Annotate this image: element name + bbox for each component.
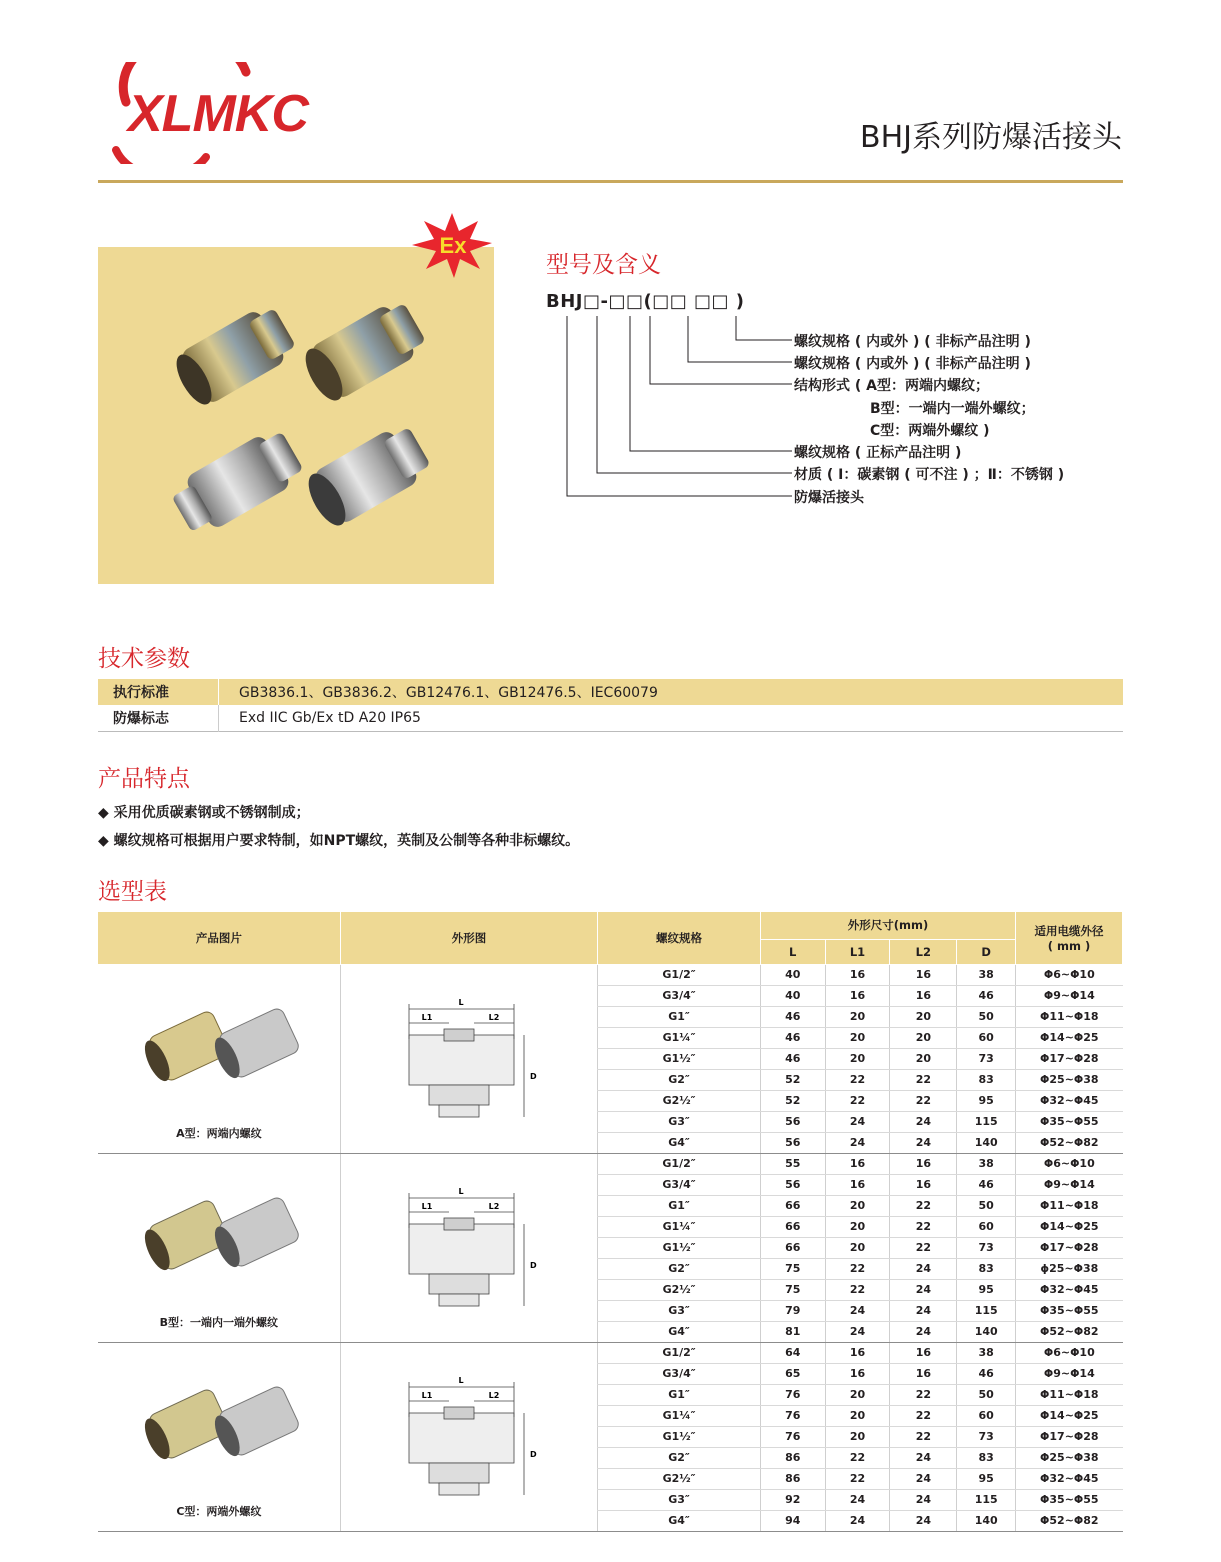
cell-D: 115 xyxy=(957,1300,1016,1321)
cell-cable: Φ9~Φ14 xyxy=(1016,1363,1123,1384)
cell-L2: 22 xyxy=(890,1426,957,1447)
col-thread: 螺纹规格 xyxy=(598,912,761,964)
cell-L1: 16 xyxy=(825,1174,890,1195)
selection-section-title: 选型表 xyxy=(98,879,167,905)
cell-L: 56 xyxy=(760,1132,825,1153)
cell-L: 46 xyxy=(760,1006,825,1027)
dim-L: L xyxy=(458,1375,464,1385)
dim-L2: L2 xyxy=(488,1390,500,1400)
cell-thread: G3″ xyxy=(598,1111,761,1132)
cell-L2: 22 xyxy=(890,1069,957,1090)
cell-L2: 24 xyxy=(890,1258,957,1279)
cell-L2: 24 xyxy=(890,1321,957,1342)
dim-L2: L2 xyxy=(488,1012,500,1022)
outline-drawing xyxy=(399,1178,539,1318)
cell-thread: G1½″ xyxy=(598,1426,761,1447)
cell-cable: Φ35~Φ55 xyxy=(1016,1300,1123,1321)
cell-L2: 20 xyxy=(890,1027,957,1048)
cell-L2: 16 xyxy=(890,964,957,985)
tech-row xyxy=(98,679,1123,705)
cell-L: 40 xyxy=(760,964,825,985)
group-drawing-cell xyxy=(340,1153,598,1342)
cell-L1: 16 xyxy=(825,1342,890,1363)
cell-D: 83 xyxy=(957,1447,1016,1468)
cell-D: 140 xyxy=(957,1321,1016,1342)
cell-L: 81 xyxy=(760,1321,825,1342)
cell-L2: 16 xyxy=(890,1153,957,1174)
cell-L2: 24 xyxy=(890,1489,957,1510)
cell-L1: 16 xyxy=(825,964,890,985)
cell-L: 76 xyxy=(760,1426,825,1447)
cell-cable: Φ35~Φ55 xyxy=(1016,1111,1123,1132)
model-line-5: C型：两端外螺纹 ) xyxy=(870,423,990,439)
col-dims: 外形尺寸(mm) xyxy=(760,912,1015,939)
col-cable xyxy=(1016,912,1123,964)
cell-D: 50 xyxy=(957,1195,1016,1216)
cell-cable: Φ17~Φ28 xyxy=(1016,1426,1123,1447)
header-divider xyxy=(98,180,1123,183)
model-line-1: 螺纹规格 ( 内或外 ) ( 非标产品注明 ) xyxy=(794,334,1031,350)
cell-L: 55 xyxy=(760,1153,825,1174)
cell-L2: 22 xyxy=(890,1405,957,1426)
cell-D: 60 xyxy=(957,1027,1016,1048)
group-photo-cell xyxy=(98,1153,340,1342)
cell-L1: 24 xyxy=(825,1489,890,1510)
tech-key: 执行标准 xyxy=(113,685,169,701)
cell-cable: Φ17~Φ28 xyxy=(1016,1237,1123,1258)
cell-L: 52 xyxy=(760,1090,825,1111)
dim-L1: L1 xyxy=(421,1390,433,1400)
cell-L2: 16 xyxy=(890,985,957,1006)
cell-L2: 24 xyxy=(890,1300,957,1321)
cell-thread: G3/4″ xyxy=(598,1174,761,1195)
cell-L1: 22 xyxy=(825,1447,890,1468)
cell-L1: 20 xyxy=(825,1195,890,1216)
cell-L2: 22 xyxy=(890,1216,957,1237)
cell-L1: 16 xyxy=(825,1363,890,1384)
col-cable-line1: 适用电缆外径 xyxy=(1034,923,1104,938)
cell-L1: 20 xyxy=(825,1006,890,1027)
cell-D: 38 xyxy=(957,964,1016,985)
cell-thread: G3/4″ xyxy=(598,985,761,1006)
cell-thread: G3″ xyxy=(598,1300,761,1321)
cell-D: 83 xyxy=(957,1069,1016,1090)
cell-cable: Φ25~Φ38 xyxy=(1016,1069,1123,1090)
cell-L: 52 xyxy=(760,1069,825,1090)
cell-L: 86 xyxy=(760,1468,825,1489)
cell-L1: 24 xyxy=(825,1510,890,1531)
cell-L: 56 xyxy=(760,1111,825,1132)
cell-cable: Φ14~Φ25 xyxy=(1016,1027,1123,1048)
cell-cable: Φ25~Φ38 xyxy=(1016,1447,1123,1468)
cell-L: 46 xyxy=(760,1048,825,1069)
cell-L1: 20 xyxy=(825,1027,890,1048)
outline-drawing xyxy=(399,1367,539,1507)
model-line-6: 螺纹规格 ( 正标产品注明 ) xyxy=(794,445,962,461)
cell-cable: Φ14~Φ25 xyxy=(1016,1405,1123,1426)
selection-row xyxy=(98,1153,1123,1174)
col-L2: L2 xyxy=(890,939,957,964)
cell-L1: 20 xyxy=(825,1384,890,1405)
cell-thread: G1″ xyxy=(598,1195,761,1216)
tech-value: Exd IIC Gb/Ex tD A20 IP65 xyxy=(219,705,1124,732)
cell-L2: 22 xyxy=(890,1195,957,1216)
cell-L: 76 xyxy=(760,1384,825,1405)
cell-D: 95 xyxy=(957,1090,1016,1111)
cell-thread: G1/2″ xyxy=(598,964,761,985)
cell-cable: Φ52~Φ82 xyxy=(1016,1510,1123,1531)
cell-L: 86 xyxy=(760,1447,825,1468)
model-line-4: B型：一端内一端外螺纹； xyxy=(870,401,1035,417)
cell-L1: 20 xyxy=(825,1405,890,1426)
logo-wordmark: XLMKC xyxy=(128,85,308,143)
cell-L: 66 xyxy=(760,1216,825,1237)
dim-L: L xyxy=(458,1186,464,1196)
group-drawing-cell xyxy=(340,964,598,1153)
model-line-3: 结构形式 ( A型：两端内螺纹； xyxy=(794,378,989,394)
product-photo xyxy=(98,247,494,584)
cell-thread: G2½″ xyxy=(598,1090,761,1111)
cell-thread: G1½″ xyxy=(598,1237,761,1258)
cell-thread: G2½″ xyxy=(598,1468,761,1489)
cell-D: 115 xyxy=(957,1111,1016,1132)
cell-cable: Φ6~Φ10 xyxy=(1016,1342,1123,1363)
cell-L: 65 xyxy=(760,1363,825,1384)
model-line-2: 螺纹规格 ( 内或外 ) ( 非标产品注明 ) xyxy=(794,356,1031,372)
cell-thread: G1/2″ xyxy=(598,1342,761,1363)
cell-thread: G1¼″ xyxy=(598,1027,761,1048)
cell-cable: Φ9~Φ14 xyxy=(1016,985,1123,1006)
cell-L: 46 xyxy=(760,1027,825,1048)
cell-thread: G1″ xyxy=(598,1006,761,1027)
dim-D: D xyxy=(530,1260,537,1270)
cell-L2: 16 xyxy=(890,1342,957,1363)
cell-D: 140 xyxy=(957,1510,1016,1531)
cell-cable: Φ32~Φ45 xyxy=(1016,1090,1123,1111)
tech-section-title: 技术参数 xyxy=(98,646,190,672)
cell-thread: G2″ xyxy=(598,1069,761,1090)
group-caption: A型：两端内螺纹 xyxy=(176,1126,262,1140)
cell-L1: 24 xyxy=(825,1321,890,1342)
group-photo-cell xyxy=(98,964,340,1153)
cell-L2: 24 xyxy=(890,1111,957,1132)
cell-L: 66 xyxy=(760,1195,825,1216)
cell-cable: Φ52~Φ82 xyxy=(1016,1321,1123,1342)
ex-badge-text: Ex xyxy=(439,233,467,258)
cell-D: 46 xyxy=(957,1174,1016,1195)
cell-L: 66 xyxy=(760,1237,825,1258)
tech-key: 防爆标志 xyxy=(113,711,169,727)
cell-L: 79 xyxy=(760,1300,825,1321)
product-thumb xyxy=(134,1180,304,1290)
cell-D: 50 xyxy=(957,1384,1016,1405)
dim-L2: L2 xyxy=(488,1201,500,1211)
cell-cable: Φ11~Φ18 xyxy=(1016,1384,1123,1405)
cell-L1: 22 xyxy=(825,1258,890,1279)
cell-D: 38 xyxy=(957,1153,1016,1174)
selection-table xyxy=(98,912,1123,1532)
cell-D: 50 xyxy=(957,1006,1016,1027)
cell-cable: Φ17~Φ28 xyxy=(1016,1048,1123,1069)
cell-D: 46 xyxy=(957,1363,1016,1384)
cell-thread: G1/2″ xyxy=(598,1153,761,1174)
cell-cable: Φ9~Φ14 xyxy=(1016,1174,1123,1195)
cell-L2: 16 xyxy=(890,1174,957,1195)
group-photo-cell xyxy=(98,1342,340,1531)
cell-L1: 22 xyxy=(825,1069,890,1090)
selection-row xyxy=(98,1342,1123,1363)
cell-cable: Φ11~Φ18 xyxy=(1016,1006,1123,1027)
product-thumb xyxy=(134,991,304,1101)
cell-cable: ϕ25~Φ38 xyxy=(1016,1258,1123,1279)
col-L: L xyxy=(760,939,825,964)
cell-D: 60 xyxy=(957,1405,1016,1426)
cell-cable: Φ32~Φ45 xyxy=(1016,1468,1123,1489)
dim-D: D xyxy=(530,1449,537,1459)
selection-row xyxy=(98,964,1123,985)
cell-L1: 20 xyxy=(825,1237,890,1258)
cell-L2: 20 xyxy=(890,1048,957,1069)
col-L1: L1 xyxy=(825,939,890,964)
cell-cable: Φ35~Φ55 xyxy=(1016,1489,1123,1510)
tech-row xyxy=(98,705,1123,732)
dim-L1: L1 xyxy=(421,1201,433,1211)
cell-cable: Φ6~Φ10 xyxy=(1016,964,1123,985)
product-thumb xyxy=(134,1369,304,1479)
cell-L1: 22 xyxy=(825,1468,890,1489)
cell-L: 76 xyxy=(760,1405,825,1426)
model-section-title: 型号及含义 xyxy=(546,252,661,278)
feature-item: ◆ 采用优质碳素钢或不锈钢制成； xyxy=(98,805,310,821)
cell-L: 64 xyxy=(760,1342,825,1363)
model-line-8: 防爆活接头 xyxy=(794,490,864,506)
cell-thread: G1¼″ xyxy=(598,1216,761,1237)
cell-L: 40 xyxy=(760,985,825,1006)
cell-D: 46 xyxy=(957,985,1016,1006)
cell-thread: G1¼″ xyxy=(598,1405,761,1426)
cell-thread: G3/4″ xyxy=(598,1363,761,1384)
cell-L2: 22 xyxy=(890,1384,957,1405)
cell-D: 73 xyxy=(957,1237,1016,1258)
col-photo: 产品图片 xyxy=(98,912,340,964)
cell-L: 75 xyxy=(760,1258,825,1279)
cell-cable: Φ52~Φ82 xyxy=(1016,1132,1123,1153)
dim-D: D xyxy=(530,1071,537,1081)
group-caption: C型：两端外螺纹 xyxy=(176,1504,262,1518)
cell-D: 38 xyxy=(957,1342,1016,1363)
cell-L2: 22 xyxy=(890,1090,957,1111)
cell-L1: 16 xyxy=(825,985,890,1006)
cell-L1: 24 xyxy=(825,1300,890,1321)
cell-L1: 20 xyxy=(825,1216,890,1237)
cell-L1: 20 xyxy=(825,1048,890,1069)
cell-D: 60 xyxy=(957,1216,1016,1237)
group-caption: B型：一端内一端外螺纹 xyxy=(159,1315,279,1329)
cell-thread: G2″ xyxy=(598,1447,761,1468)
cell-L2: 22 xyxy=(890,1237,957,1258)
cell-D: 95 xyxy=(957,1279,1016,1300)
cell-thread: G4″ xyxy=(598,1510,761,1531)
cell-L: 92 xyxy=(760,1489,825,1510)
tech-value: GB3836.1、GB3836.2、GB12476.1、GB12476.5、IEC60079 xyxy=(219,679,1124,705)
cell-L2: 24 xyxy=(890,1132,957,1153)
fittings-illustration xyxy=(98,247,494,584)
cell-L1: 22 xyxy=(825,1279,890,1300)
cell-D: 95 xyxy=(957,1468,1016,1489)
cell-L2: 24 xyxy=(890,1447,957,1468)
dim-L1: L1 xyxy=(421,1012,433,1022)
cell-D: 73 xyxy=(957,1048,1016,1069)
cell-L1: 16 xyxy=(825,1153,890,1174)
ex-starburst-icon xyxy=(412,213,492,278)
group-drawing-cell xyxy=(340,1342,598,1531)
cell-D: 83 xyxy=(957,1258,1016,1279)
cell-L1: 22 xyxy=(825,1090,890,1111)
cell-cable: Φ14~Φ25 xyxy=(1016,1216,1123,1237)
cell-L2: 24 xyxy=(890,1279,957,1300)
cell-cable: Φ6~Φ10 xyxy=(1016,1153,1123,1174)
cell-thread: G4″ xyxy=(598,1132,761,1153)
cell-thread: G1½″ xyxy=(598,1048,761,1069)
cell-L2: 16 xyxy=(890,1363,957,1384)
page-title: BHJ系列防爆活接头 xyxy=(860,120,1122,155)
model-line-7: 材质 ( Ⅰ：碳素钢 ( 可不注 ) ；Ⅱ：不锈钢 ) xyxy=(794,467,1065,483)
cell-L2: 20 xyxy=(890,1006,957,1027)
cell-L: 94 xyxy=(760,1510,825,1531)
cell-L: 56 xyxy=(760,1174,825,1195)
cell-L1: 24 xyxy=(825,1132,890,1153)
cell-cable: Φ32~Φ45 xyxy=(1016,1279,1123,1300)
cell-thread: G2½″ xyxy=(598,1279,761,1300)
cell-thread: G2″ xyxy=(598,1258,761,1279)
tech-table xyxy=(98,679,1123,732)
col-cable-line2: ( mm ) xyxy=(1047,938,1091,953)
cell-D: 140 xyxy=(957,1132,1016,1153)
feature-item: ◆ 螺纹规格可根据用户要求特制，如NPT螺纹，英制及公制等各种非标螺纹。 xyxy=(98,833,580,849)
cell-thread: G3″ xyxy=(598,1489,761,1510)
cell-thread: G4″ xyxy=(598,1321,761,1342)
cell-D: 115 xyxy=(957,1489,1016,1510)
model-code: BHJ□-□□(□□ □□ ) xyxy=(546,291,745,312)
col-D: D xyxy=(957,939,1016,964)
col-drawing: 外形图 xyxy=(340,912,598,964)
cell-L2: 24 xyxy=(890,1510,957,1531)
cell-L1: 24 xyxy=(825,1111,890,1132)
outline-drawing xyxy=(399,989,539,1129)
cell-L: 75 xyxy=(760,1279,825,1300)
cell-thread: G1″ xyxy=(598,1384,761,1405)
cell-cable: Φ11~Φ18 xyxy=(1016,1195,1123,1216)
cell-D: 73 xyxy=(957,1426,1016,1447)
features-section-title: 产品特点 xyxy=(98,766,190,792)
cell-L1: 20 xyxy=(825,1426,890,1447)
cell-L2: 24 xyxy=(890,1468,957,1489)
dim-L: L xyxy=(458,997,464,1007)
